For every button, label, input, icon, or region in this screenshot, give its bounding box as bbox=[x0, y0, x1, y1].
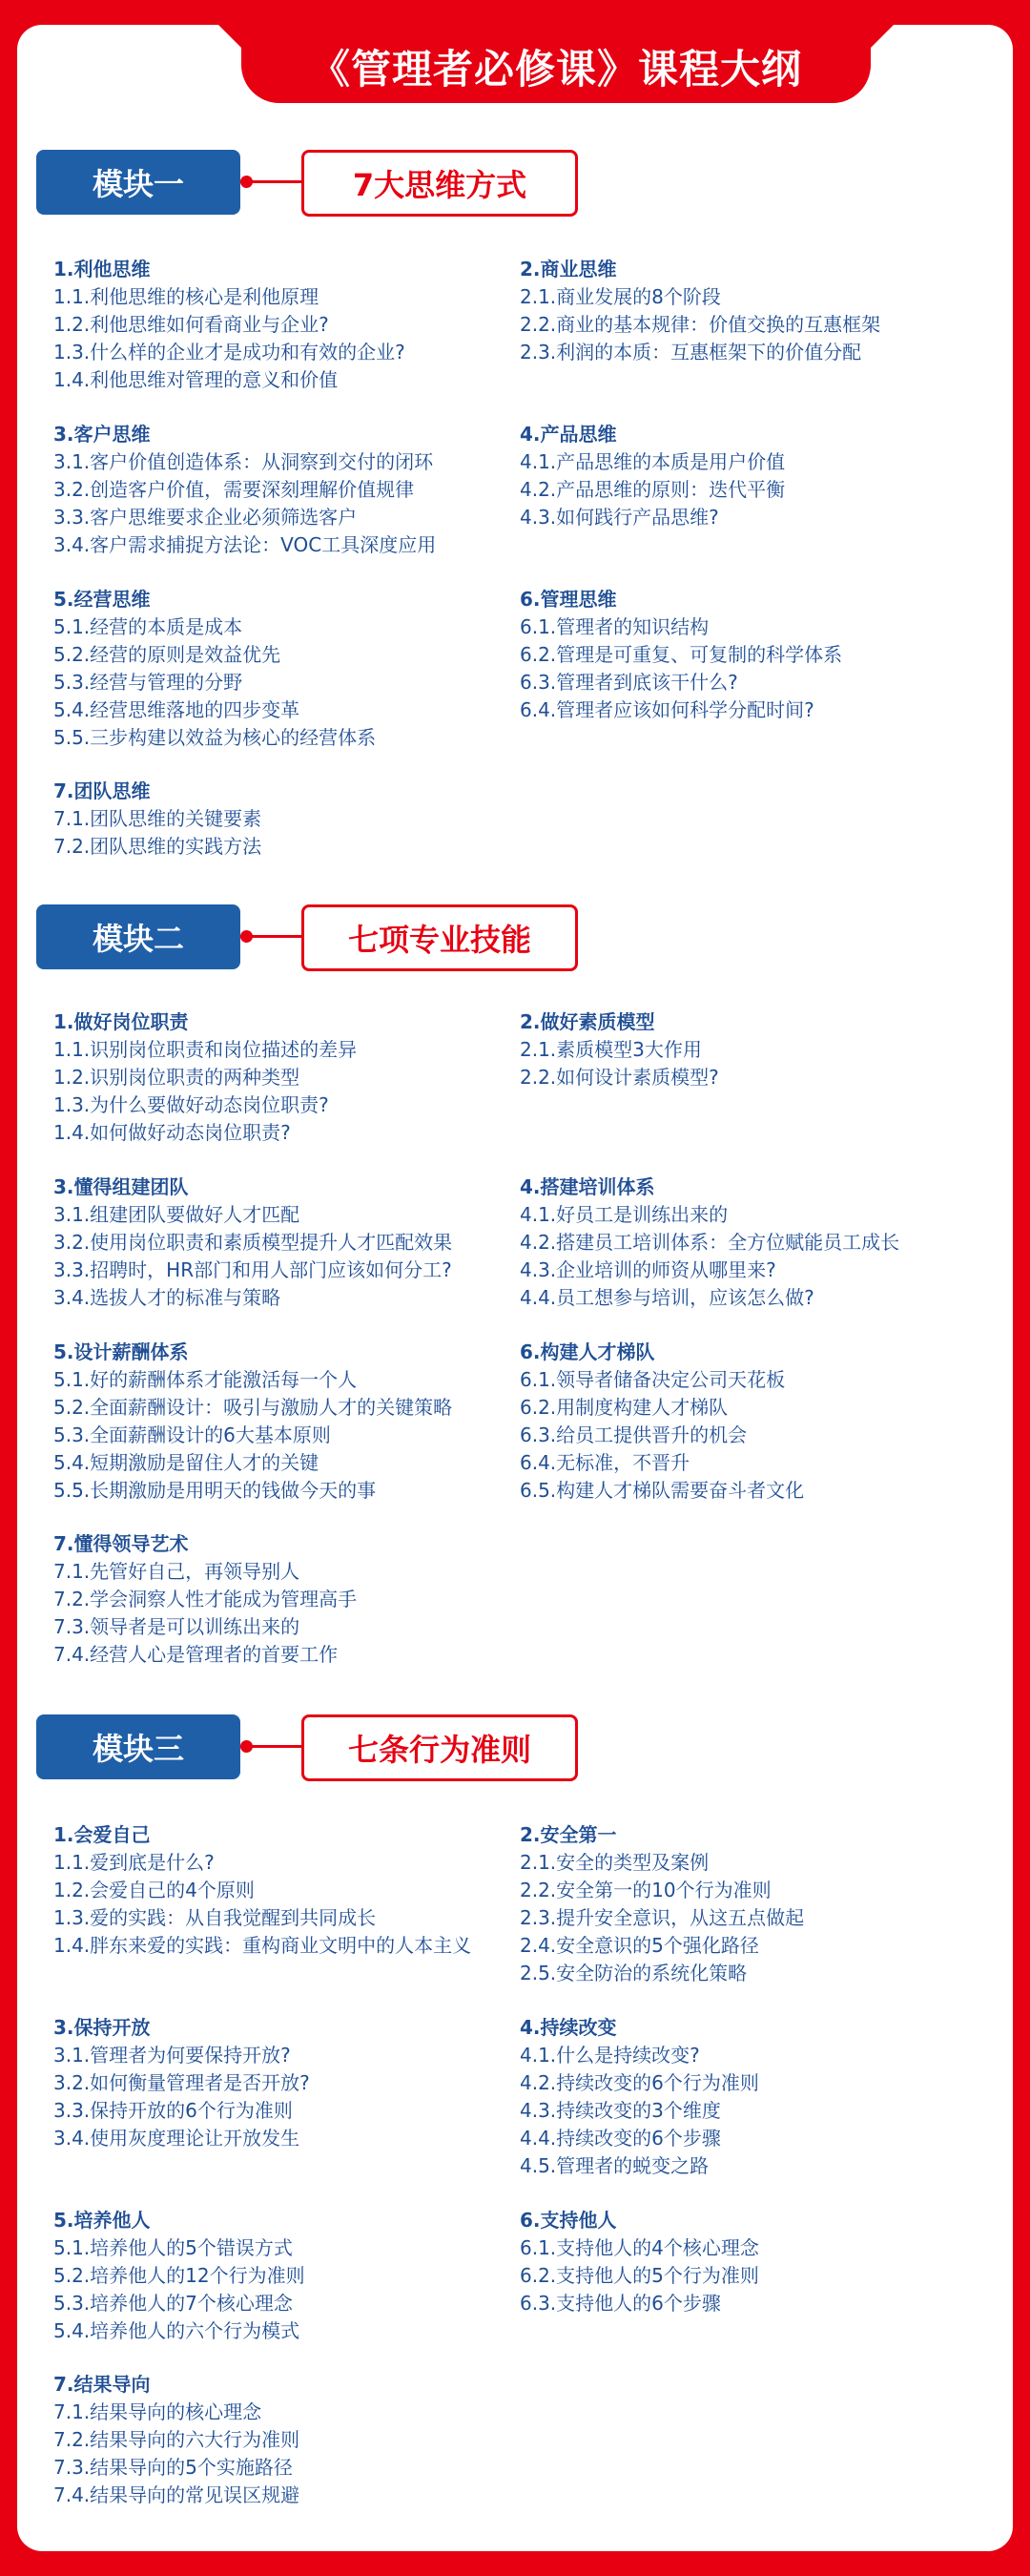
module-tag: 模块二 bbox=[36, 904, 240, 969]
section-item: 4.2.搭建员工培训体系：全方位赋能员工成长 bbox=[520, 1231, 900, 1254]
module-tag: 模块一 bbox=[36, 150, 240, 215]
section-title: 5.设计薪酬体系 bbox=[53, 1340, 189, 1363]
section-item: 5.5.长期激励是用明天的钱做今天的事 bbox=[53, 1479, 377, 1502]
section-title: 3.客户思维 bbox=[53, 423, 151, 446]
section-title: 6.构建人才梯队 bbox=[520, 1340, 655, 1363]
section-item: 3.3.招聘时，HR部门和用人部门应该如何分工? bbox=[53, 1258, 452, 1281]
outline-section bbox=[520, 2014, 987, 2180]
section-item: 6.2.支持他人的5个行为准则 bbox=[520, 2264, 759, 2287]
section-item: 3.4.客户需求捕捉方法论：VOC工具深度应用 bbox=[53, 533, 437, 556]
section-item: 6.1.支持他人的4个核心理念 bbox=[520, 2236, 759, 2259]
section-item: 5.4.经营思维落地的四步变革 bbox=[53, 698, 300, 721]
section-title: 2.安全第一 bbox=[520, 1823, 617, 1846]
section-item: 6.3.给员工提供晋升的机会 bbox=[520, 1423, 748, 1446]
section-title: 7.懂得领导艺术 bbox=[53, 1532, 189, 1555]
section-title: 6.支持他人 bbox=[520, 2209, 617, 2232]
outline-section bbox=[53, 1821, 521, 1960]
section-item: 7.2.学会洞察人性才能成为管理高手 bbox=[53, 1588, 358, 1610]
section-item: 3.4.选拔人才的标准与策略 bbox=[53, 1286, 281, 1309]
section-item: 7.2.结果导向的六大行为准则 bbox=[53, 2428, 300, 2451]
section-item: 5.1.好的薪酬体系才能激活每一个人 bbox=[53, 1368, 358, 1391]
module-label: 七条行为准则 bbox=[301, 1714, 578, 1781]
section-item: 3.1.管理者为何要保持开放? bbox=[53, 2044, 291, 2067]
section-item: 3.2.使用岗位职责和素质模型提升人才匹配效果 bbox=[53, 1231, 453, 1254]
section-item: 4.3.如何践行产品思维? bbox=[520, 506, 719, 529]
outline-section bbox=[53, 1339, 521, 1505]
section-item: 6.3.支持他人的6个步骤 bbox=[520, 2292, 721, 2315]
section-item: 5.2.培养他人的12个行为准则 bbox=[53, 2264, 305, 2287]
section-item: 1.3.什么样的企业才是成功和有效的企业? bbox=[53, 341, 405, 364]
section-item: 4.1.产品思维的本质是用户价值 bbox=[520, 450, 786, 473]
section-item: 4.1.好员工是训练出来的 bbox=[520, 1203, 729, 1226]
section-item: 6.5.构建人才梯队需要奋斗者文化 bbox=[520, 1479, 805, 1502]
section-item: 3.4.使用灰度理论让开放发生 bbox=[53, 2127, 300, 2150]
section-title: 4.产品思维 bbox=[520, 423, 617, 446]
section-item: 6.1.管理者的知识结构 bbox=[520, 615, 710, 638]
outline-section bbox=[520, 256, 987, 366]
outline-section bbox=[53, 2371, 521, 2509]
outline-section bbox=[53, 586, 521, 752]
section-item: 4.3.持续改变的3个维度 bbox=[520, 2099, 721, 2122]
section-item: 3.2.创造客户价值，需要深刻理解价值规律 bbox=[53, 478, 415, 501]
outline-section bbox=[520, 1821, 987, 1987]
page-title: 《管理者必修课》课程大纲 bbox=[309, 46, 802, 93]
section-item: 6.3.管理者到底该干什么? bbox=[520, 671, 738, 694]
section-item: 1.1.识别岗位职责和岗位描述的差异 bbox=[53, 1038, 358, 1061]
section-item: 3.1.客户价值创造体系：从洞察到交付的闭环 bbox=[53, 450, 434, 473]
module-label: 七项专业技能 bbox=[301, 904, 578, 971]
section-item: 7.3.领导者是可以训练出来的 bbox=[53, 1615, 300, 1638]
section-item: 2.4.安全意识的5个强化路径 bbox=[520, 1934, 759, 1957]
section-title: 3.懂得组建团队 bbox=[53, 1175, 189, 1198]
title-banner bbox=[241, 25, 871, 103]
outline-section bbox=[53, 2207, 521, 2345]
section-item: 1.3.为什么要做好动态岗位职责? bbox=[53, 1093, 329, 1116]
outline-section bbox=[520, 2207, 987, 2317]
outline-section bbox=[53, 1530, 521, 1669]
section-item: 1.2.会爱自己的4个原则 bbox=[53, 1879, 255, 1901]
section-item: 5.5.三步构建以效益为核心的经营体系 bbox=[53, 726, 377, 749]
section-title: 7.团队思维 bbox=[53, 779, 151, 802]
section-item: 1.4.胖东来爱的实践：重构商业文明中的人本主义 bbox=[53, 1934, 472, 1957]
module-label: 7大思维方式 bbox=[301, 150, 578, 217]
section-item: 6.1.领导者储备决定公司天花板 bbox=[520, 1368, 786, 1391]
section-title: 1.会爱自己 bbox=[53, 1823, 151, 1846]
section-item: 4.2.产品思维的原则：迭代平衡 bbox=[520, 478, 786, 501]
section-item: 6.4.管理者应该如何科学分配时间? bbox=[520, 698, 814, 721]
section-title: 5.培养他人 bbox=[53, 2209, 151, 2232]
section-item: 1.2.识别岗位职责的两种类型 bbox=[53, 1066, 300, 1089]
section-item: 6.2.用制度构建人才梯队 bbox=[520, 1396, 729, 1419]
section-item: 2.5.安全防治的系统化策略 bbox=[520, 1962, 748, 1984]
outline-section bbox=[53, 256, 521, 394]
section-item: 4.4.持续改变的6个步骤 bbox=[520, 2127, 721, 2150]
section-item: 2.2.如何设计素质模型? bbox=[520, 1066, 719, 1089]
section-item: 5.4.短期激励是留住人才的关键 bbox=[53, 1451, 319, 1474]
module-header bbox=[36, 150, 532, 215]
section-item: 3.3.客户思维要求企业必须筛选客户 bbox=[53, 506, 358, 529]
section-item: 7.4.经营人心是管理者的首要工作 bbox=[53, 1643, 339, 1666]
section-item: 3.2.如何衡量管理者是否开放? bbox=[53, 2071, 310, 2094]
section-item: 5.2.经营的原则是效益优先 bbox=[53, 643, 281, 666]
section-item: 6.4.无标准，不晋升 bbox=[520, 1451, 690, 1474]
section-item: 7.1.团队思维的关键要素 bbox=[53, 807, 262, 830]
module-connector bbox=[240, 1745, 303, 1748]
module-tag: 模块三 bbox=[36, 1714, 240, 1779]
section-title: 2.做好素质模型 bbox=[520, 1010, 655, 1033]
section-item: 2.2.商业的基本规律：价值交换的互惠框架 bbox=[520, 313, 881, 336]
section-item: 3.3.保持开放的6个行为准则 bbox=[53, 2099, 293, 2122]
section-title: 4.持续改变 bbox=[520, 2016, 617, 2039]
section-item: 6.2.管理是可重复、可复制的科学体系 bbox=[520, 643, 843, 666]
section-item: 4.2.持续改变的6个行为准则 bbox=[520, 2071, 759, 2094]
section-item: 1.2.利他思维如何看商业与企业? bbox=[53, 313, 329, 336]
outline-section bbox=[520, 1174, 987, 1312]
outline-section bbox=[520, 1339, 987, 1505]
section-item: 4.3.企业培训的师资从哪里来? bbox=[520, 1258, 776, 1281]
module-header bbox=[36, 1714, 532, 1779]
section-item: 4.4.员工想参与培训，应该怎么做? bbox=[520, 1286, 814, 1309]
section-item: 7.4.结果导向的常见误区规避 bbox=[53, 2483, 300, 2506]
section-item: 7.2.团队思维的实践方法 bbox=[53, 835, 262, 858]
section-item: 1.4.如何做好动态岗位职责? bbox=[53, 1121, 291, 1144]
section-item: 5.2.全面薪酬设计：吸引与激励人才的关键策略 bbox=[53, 1396, 453, 1419]
section-item: 5.3.经营与管理的分野 bbox=[53, 671, 243, 694]
section-item: 5.4.培养他人的六个行为模式 bbox=[53, 2319, 300, 2342]
outline-section bbox=[53, 1174, 521, 1312]
section-item: 1.1.利他思维的核心是利他原理 bbox=[53, 285, 319, 308]
section-item: 1.3.爱的实践：从自我觉醒到共同成长 bbox=[53, 1906, 377, 1929]
section-title: 5.经营思维 bbox=[53, 588, 151, 611]
section-title: 2.商业思维 bbox=[520, 258, 617, 280]
module-connector bbox=[240, 935, 303, 938]
section-title: 3.保持开放 bbox=[53, 2016, 151, 2039]
section-title: 1.利他思维 bbox=[53, 258, 151, 280]
section-title: 4.搭建培训体系 bbox=[520, 1175, 655, 1198]
section-item: 2.2.安全第一的10个行为准则 bbox=[520, 1879, 772, 1901]
section-item: 7.1.先管好自己，再领导别人 bbox=[53, 1560, 300, 1583]
section-item: 3.1.组建团队要做好人才匹配 bbox=[53, 1203, 300, 1226]
outline-section bbox=[53, 421, 521, 559]
outline-section bbox=[53, 778, 521, 861]
section-item: 5.1.经营的本质是成本 bbox=[53, 615, 243, 638]
section-item: 7.3.结果导向的5个实施路径 bbox=[53, 2456, 293, 2479]
section-item: 2.1.素质模型3大作用 bbox=[520, 1038, 702, 1061]
section-item: 4.1.什么是持续改变? bbox=[520, 2044, 700, 2067]
section-item: 5.3.全面薪酬设计的6大基本原则 bbox=[53, 1423, 331, 1446]
section-item: 1.4.利他思维对管理的意义和价值 bbox=[53, 368, 339, 391]
outline-section bbox=[520, 421, 987, 531]
module-header bbox=[36, 904, 532, 969]
outline-section bbox=[520, 586, 987, 724]
section-title: 1.做好岗位职责 bbox=[53, 1010, 189, 1033]
section-item: 7.1.结果导向的核心理念 bbox=[53, 2400, 262, 2423]
section-title: 6.管理思维 bbox=[520, 588, 617, 611]
outline-section bbox=[53, 2014, 521, 2152]
section-item: 5.3.培养他人的7个核心理念 bbox=[53, 2292, 293, 2315]
section-item: 4.5.管理者的蜕变之路 bbox=[520, 2154, 710, 2177]
section-item: 2.1.商业发展的8个阶段 bbox=[520, 285, 721, 308]
section-item: 2.3.提升安全意识，从这五点做起 bbox=[520, 1906, 805, 1929]
section-item: 2.3.利润的本质：互惠框架下的价值分配 bbox=[520, 341, 862, 364]
section-item: 1.1.爱到底是什么? bbox=[53, 1851, 215, 1874]
section-item: 2.1.安全的类型及案例 bbox=[520, 1851, 710, 1874]
section-item: 5.1.培养他人的5个错误方式 bbox=[53, 2236, 293, 2259]
module-connector bbox=[240, 180, 303, 183]
outline-section bbox=[53, 1008, 521, 1147]
outline-section bbox=[520, 1008, 987, 1091]
section-title: 7.结果导向 bbox=[53, 2373, 151, 2396]
